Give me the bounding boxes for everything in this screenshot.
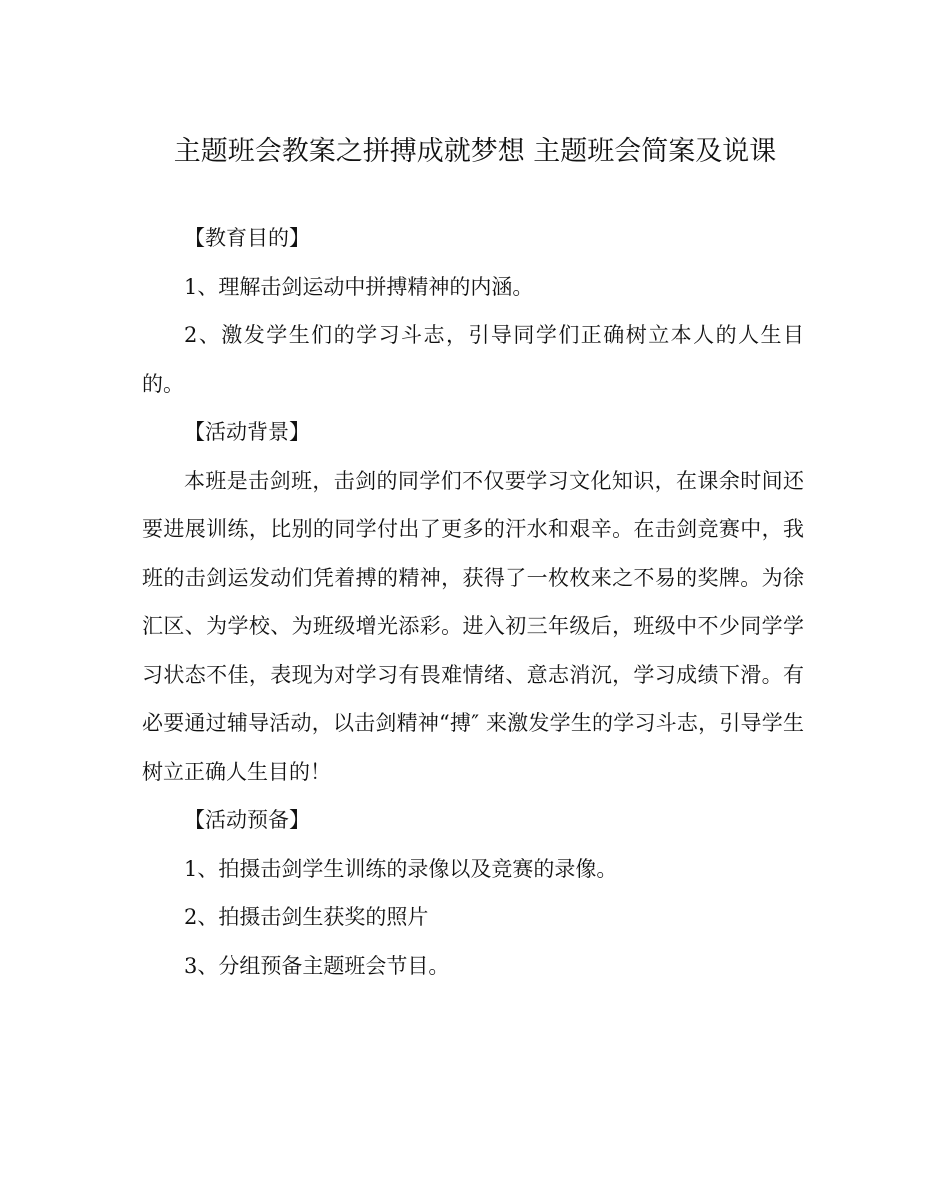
section-heading-education-goal: 【教育目的】 xyxy=(184,226,310,250)
section-heading-activity-background: 【活动背景】 xyxy=(184,420,310,444)
preparation-item-3: 3、分组预备主题班会节目。 xyxy=(184,953,450,978)
preparation-item-1: 1、拍摄击剑学生训练的录像以及竞赛的录像。 xyxy=(184,856,618,881)
goal-item-1: 1、理解击剑运动中拼搏精神的内涵。 xyxy=(184,274,534,299)
background-paragraph: 本班是击剑班，击剑的同学们不仅要学习文化知识，在课余时间还要进展训练，比别的同学付出了更多的汗水和艰辛。在击剑竞赛中，我班的击剑运发动们凭着搏的精神，获得了一枚枚来之不易的奖牌。为徐汇区、为学校、为班级增光添彩。进入初三年级后，班级中不少同学学习状态不佳，表现为对学习有畏难情绪、意志消沉，学习成绩下滑。有必要通过辅导活动，以击剑精神“搏″ 来激发学生的学习斗志，引导学生树立正确人生目的！ xyxy=(142,468,804,784)
goal-item-2: 2、激发学生们的学习斗志，引导同学们正确树立本人的人生目的。 xyxy=(142,323,804,396)
document-body xyxy=(142,214,804,990)
preparation-item-2: 2、拍摄击剑生获奖的照片 xyxy=(184,905,429,929)
section-heading-activity-preparation: 【活动预备】 xyxy=(184,808,310,832)
document-title: 主题班会教案之拼搏成就梦想 主题班会简案及说课 xyxy=(173,136,777,167)
